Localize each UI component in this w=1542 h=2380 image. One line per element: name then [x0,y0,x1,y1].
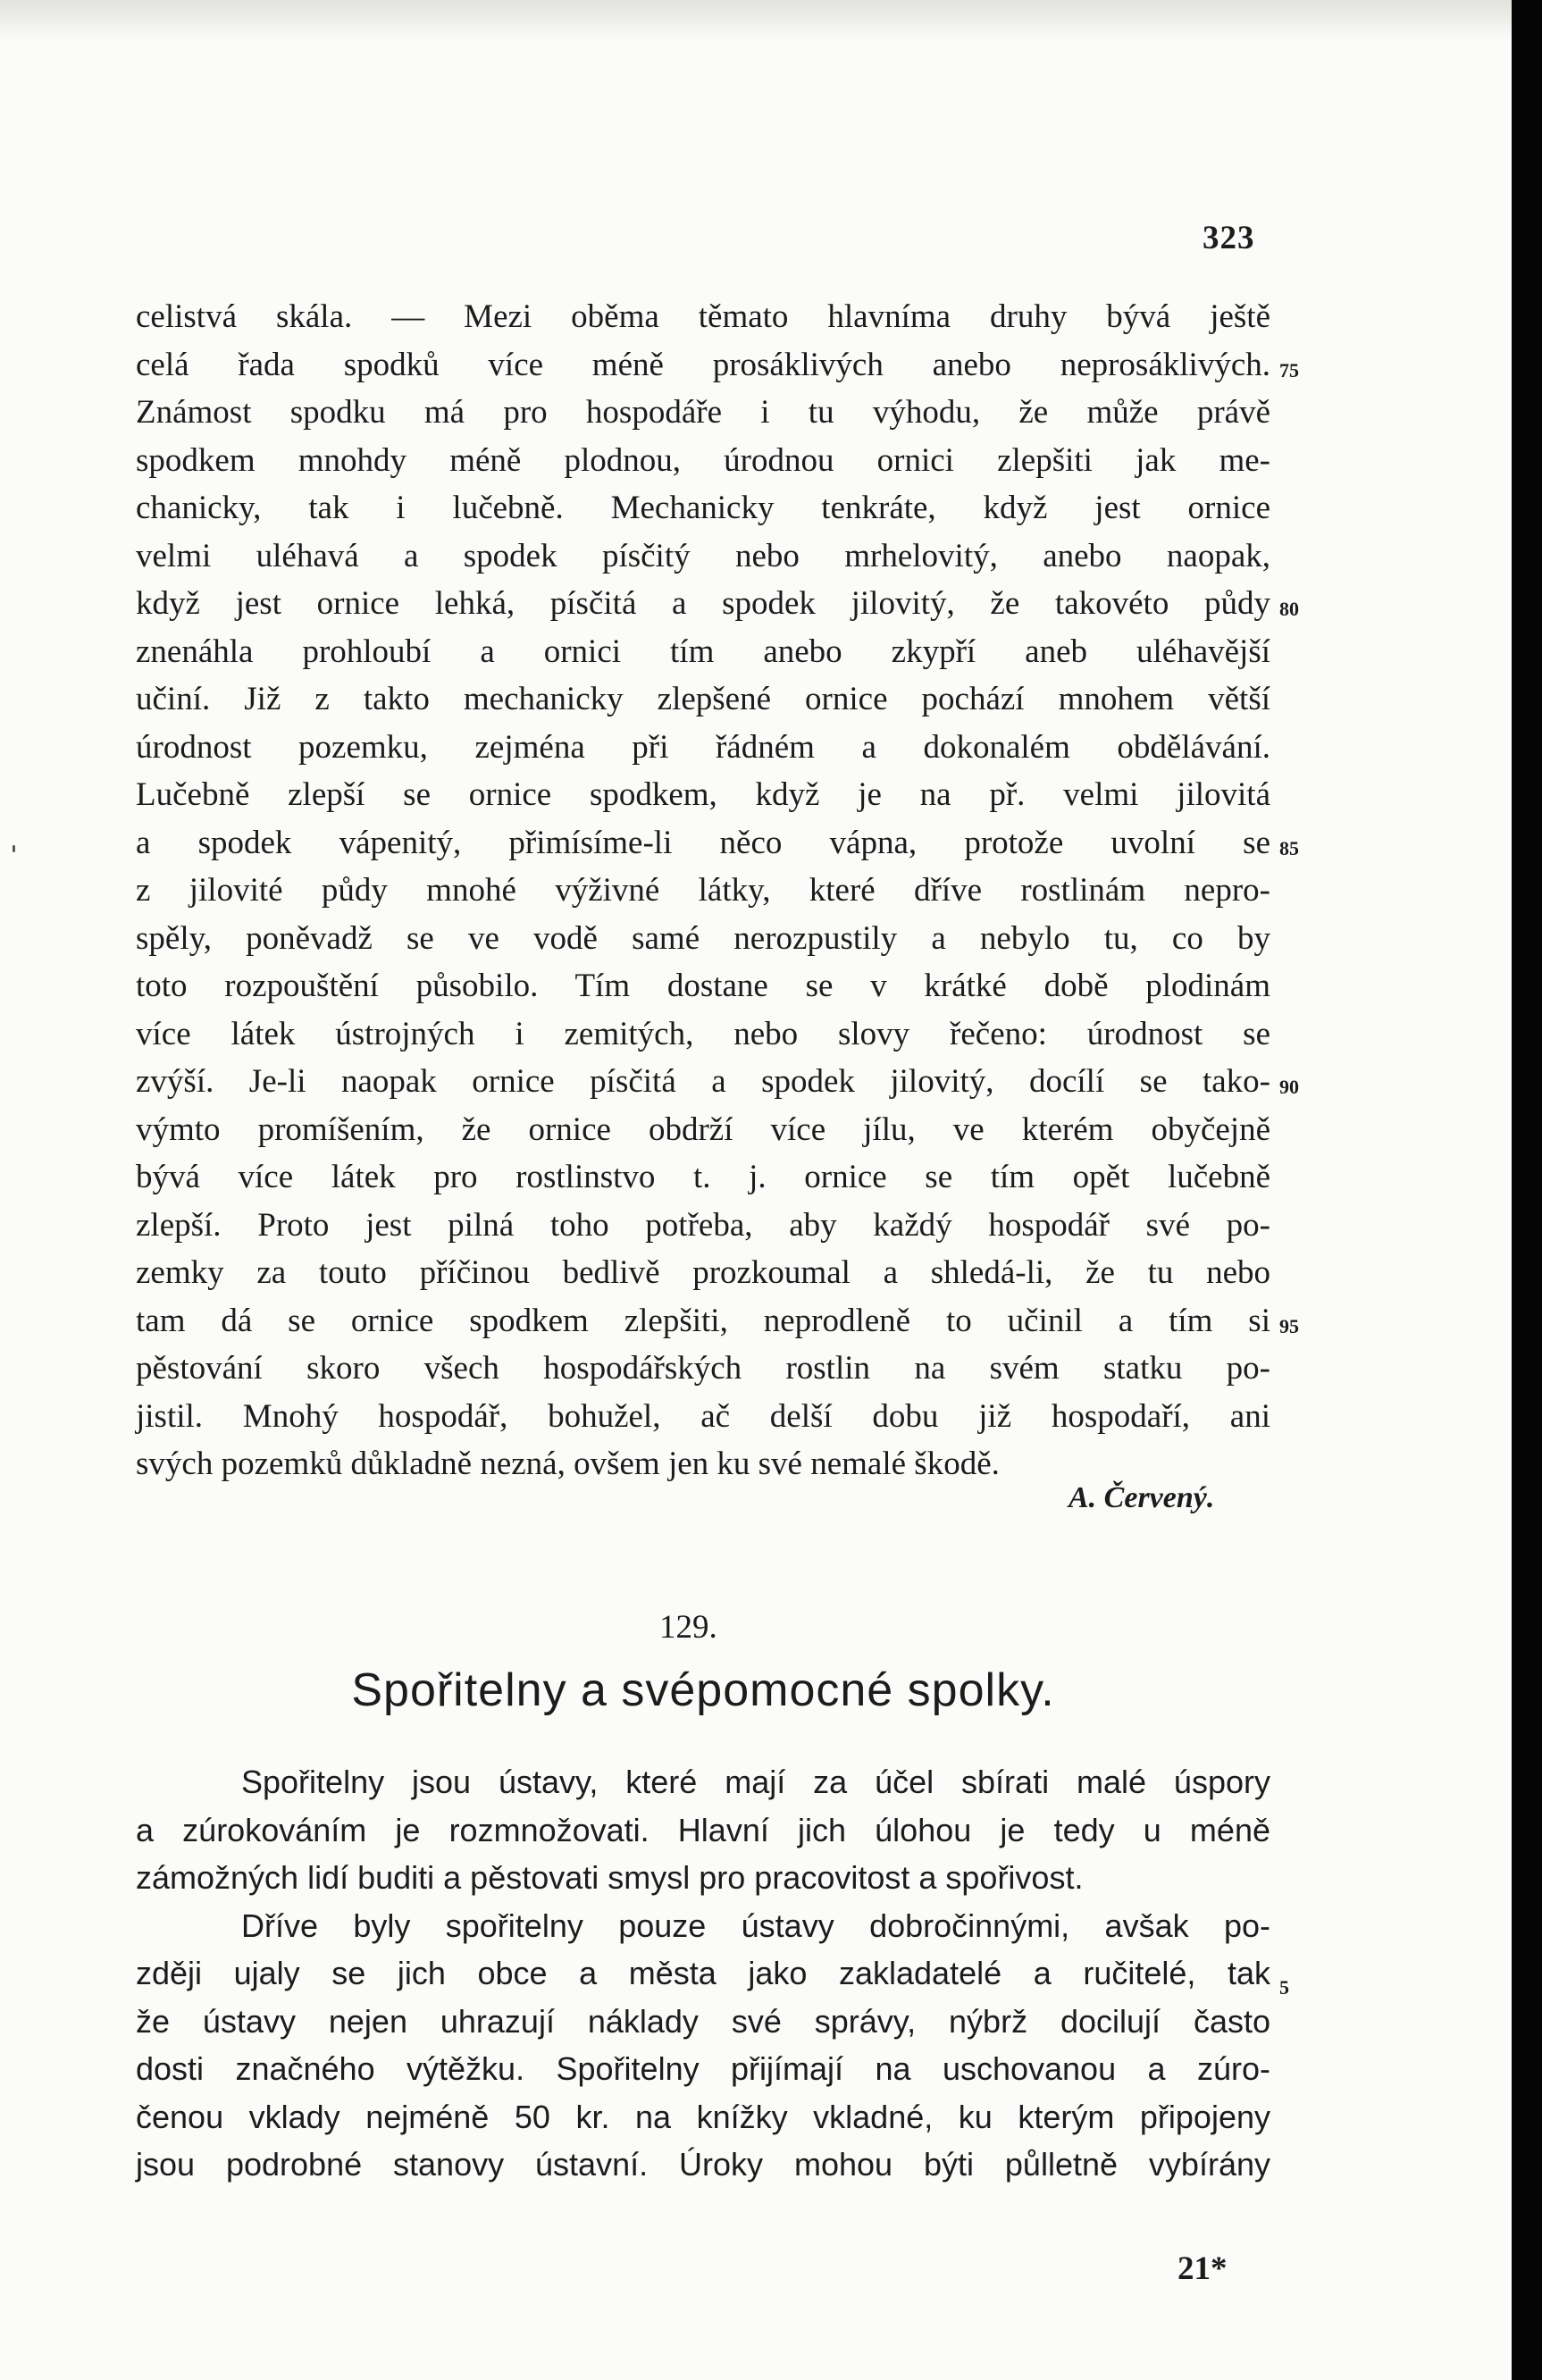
text-line: Známost spodku má pro hospodáře i tu výhodu, že může právě [136,394,1270,431]
page-top-shadow [0,0,1512,41]
scan-smudge [13,845,15,852]
page-number: 323 [1203,220,1255,256]
text-line: dosti značného výtěžku. Spořitelny přijímají na uschovanou a zúro- [136,2050,1270,2087]
text-line: Lučebně zlepší se ornice spodkem, když je na př. velmi jilovitá [136,776,1270,813]
section-number: 129. [659,1609,717,1646]
text-line: celá řada spodků více méně prosáklivých anebo neprosáklivých. [136,346,1270,383]
text-line: zámožných lidí buditi a pěstovati smysl pro pracovitost a spořivost. [136,1859,1084,1896]
text-line: spodkem mnohdy méně plodnou, úrodnou ornici zlepšiti jak me- [136,441,1270,479]
text-line: úrodnost pozemku, zejména při řádném a dokonalém obdělávání. [136,728,1270,766]
text-line: zději ujaly se jich obce a města jako zakladatelé a ručitelé, tak [136,1955,1270,1991]
text-line: Dříve byly spořitelny pouze ústavy dobročinnými, avšak po- [241,1907,1270,1944]
text-line: celistvá skála. — Mezi oběma těmato hlavníma druhy bývá ještě [136,298,1270,335]
text-line: zvýší. Je-li naopak ornice písčitá a spodek jilovitý, docílí se tako- [136,1063,1270,1100]
text-line: více látek ústrojných i zemitých, nebo slovy řečeno: úrodnost se [136,1015,1270,1052]
text-line: z jilovité půdy mnohé výživné látky, které dříve rostlinám nepro- [136,872,1270,909]
text-line: toto rozpouštění působilo. Tím dostane se v krátké době plodinám [136,968,1270,1004]
text-line: bývá více látek pro rostlinstvo t. j. ornice se tím opět lučebně [136,1159,1270,1195]
text-line: jsou podrobné stanovy ústavní. Úroky mohou býti půlletně vybírány [136,2146,1270,2183]
line-number-margin: 95 [1279,1315,1299,1337]
text-line: výmto promíšením, že ornice obdrží více jílu, ve kterém obyčejně [136,1110,1270,1148]
text-line: zemky za touto příčinou bedlivě prozkoumal a shledá-li, že tu nebo [136,1254,1270,1291]
text-line: spěly, poněvadž se ve vodě samé nerozpustily a nebylo tu, co by [136,919,1270,957]
line-number-margin: 5 [1279,1976,1289,1999]
text-line: znenáhla prohloubí a ornici tím anebo zkypří aneb uléhavější [136,633,1270,670]
line-number-margin: 80 [1279,598,1299,620]
text-line: a spodek vápenitý, přimísíme-li něco vápna, protože uvolní se [136,824,1270,861]
text-line: pěstování skoro všech hospodářských rostlin na svém statku po- [136,1350,1270,1387]
author-signature: A. Červený. [1069,1481,1215,1514]
text-line: jistil. Mnohý hospodář, bohužel, ač delší dobu již hospodaří, ani [136,1397,1270,1435]
text-line: učiní. Již z takto mechanicky zlepšené ornice pochází mnohem větší [136,681,1270,717]
line-number-margin: 85 [1279,837,1299,859]
text-line: velmi uléhavá a spodek písčitý nebo mrhelovitý, anebo naopak, [136,537,1270,574]
text-line: když jest ornice lehká, písčitá a spodek jilovitý, že takovéto půdy [136,585,1270,622]
line-number-margin: 90 [1279,1076,1299,1098]
article-1-body [136,293,1270,1488]
text-line: a zúrokováním je rozmnožovati. Hlavní jich úlohou je tedy u méně [136,1811,1270,1848]
section-title: Spořitelny a svépomocné spolky. [351,1664,1055,1716]
article-2-body [136,1758,1270,2189]
line-number-margin: 75 [1279,359,1299,381]
text-line: chanicky, tak i lučebně. Mechanicky tenkráte, když jest ornice [136,490,1270,526]
scan-right-border [1512,0,1542,2380]
text-line: čenou vklady nejméně 50 kr. na knížky vkladné, ku kterým připojeny [136,2098,1270,2135]
text-line: tam dá se ornice spodkem zlepšiti, neprodleně to učinil a tím si [136,1302,1270,1339]
signature-mark: 21* [1177,2250,1228,2287]
text-line: svých pozemků důkladně nezná, ovšem jen ku své nemalé škodě. [136,1446,1000,1482]
text-line: že ústavy nejen uhrazují náklady své správy, nýbrž docilují často [136,2002,1270,2040]
text-line: Spořitelny jsou ústavy, které mají za účel sbírati malé úspory [241,1764,1270,1800]
text-line: zlepší. Proto jest pilná toho potřeba, aby každý hospodář své po- [136,1206,1270,1244]
